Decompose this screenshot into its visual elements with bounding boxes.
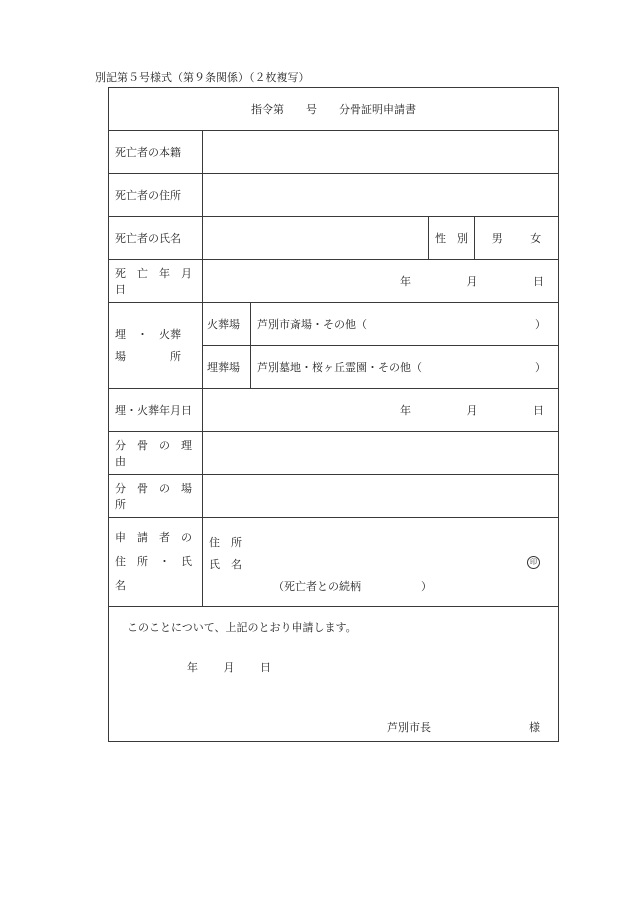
crematorium-value: 芦別市斎場・その他（: [257, 318, 367, 331]
label-cemetery: 埋葬場: [203, 346, 251, 389]
declaration-day-label: 日: [260, 661, 271, 674]
label-address: 死亡者の住所: [109, 174, 203, 217]
label-burial-date: 埋・火葬年月日: [109, 389, 203, 432]
relationship-close-paren: ）: [421, 580, 432, 593]
label-burial-place-line2: 場 所: [115, 349, 181, 363]
declaration-date[interactable]: [187, 659, 293, 675]
label-burial-place-line1: 埋 ・ 火葬: [115, 327, 181, 341]
row-crematorium: [109, 303, 559, 346]
row-name: [109, 217, 559, 260]
cemetery-value: 芦別墓地・桜ヶ丘霊園・その他（: [257, 361, 422, 374]
cemetery-close-paren: ）: [535, 361, 547, 374]
label-sex: 性 別: [429, 217, 475, 260]
label-honseki: 死亡者の本籍: [109, 131, 203, 174]
burial-year-label: 年: [400, 404, 412, 417]
field-location[interactable]: [203, 475, 559, 518]
field-death-date[interactable]: [203, 260, 559, 303]
relationship-label: （死亡者との続柄: [273, 580, 361, 593]
honorific: 様: [529, 721, 541, 734]
declaration-cell: [109, 607, 559, 742]
row-death-date: [109, 260, 559, 303]
row-reason: [109, 432, 559, 475]
applicant-address-label: 住 所: [209, 536, 242, 549]
application-form: [108, 87, 559, 742]
death-year-label: 年: [400, 275, 412, 288]
mayor-addressee: 芦別市長: [387, 721, 431, 734]
label-death-date: 死 亡 年 月 日: [109, 260, 203, 303]
burial-month-label: 月: [466, 404, 478, 417]
sex-female[interactable]: 女: [530, 232, 542, 245]
declaration-year-label: 年: [187, 661, 198, 674]
field-reason[interactable]: [203, 432, 559, 475]
applicant-name-label: 氏 名: [209, 558, 242, 571]
relationship-line: [273, 578, 432, 594]
row-honseki: [109, 131, 559, 174]
sex-male[interactable]: 男: [491, 232, 503, 245]
label-applicant-line1: 申 請 者 の: [115, 531, 192, 544]
declaration-month-label: 月: [223, 661, 235, 674]
declaration-statement: このことについて、上記のとおり申請します。: [127, 621, 357, 634]
field-cemetery[interactable]: [251, 346, 559, 389]
label-crematorium: 火葬場: [203, 303, 251, 346]
label-name: 死亡者の氏名: [109, 217, 203, 260]
label-burial-place: [109, 303, 203, 389]
row-applicant: [109, 518, 559, 607]
label-location: 分 骨 の 場 所: [109, 475, 203, 518]
field-burial-date[interactable]: [203, 389, 559, 432]
field-applicant[interactable]: [203, 518, 559, 607]
title-row: [109, 88, 559, 131]
field-honseki[interactable]: [203, 131, 559, 174]
form-note: 別記第５号様式（第９条関係）（２枚複写）: [95, 71, 310, 84]
label-applicant-line2: 住 所 ・ 氏 名: [115, 555, 203, 592]
label-reason: 分 骨 の 理 由: [109, 432, 203, 475]
death-day-label: 日: [533, 275, 545, 288]
row-location: [109, 475, 559, 518]
label-applicant: [109, 518, 203, 607]
death-month-label: 月: [466, 275, 478, 288]
seal-mark: 印: [527, 556, 540, 569]
field-sex[interactable]: [475, 217, 559, 260]
crematorium-close-paren: ）: [535, 318, 547, 331]
row-address: [109, 174, 559, 217]
field-crematorium[interactable]: [251, 303, 559, 346]
burial-day-label: 日: [533, 404, 545, 417]
field-address[interactable]: [203, 174, 559, 217]
row-burial-date: [109, 389, 559, 432]
field-name[interactable]: [203, 217, 429, 260]
form-title: 指令第 号 分骨証明申請書: [109, 88, 559, 131]
row-declaration: [109, 607, 559, 742]
